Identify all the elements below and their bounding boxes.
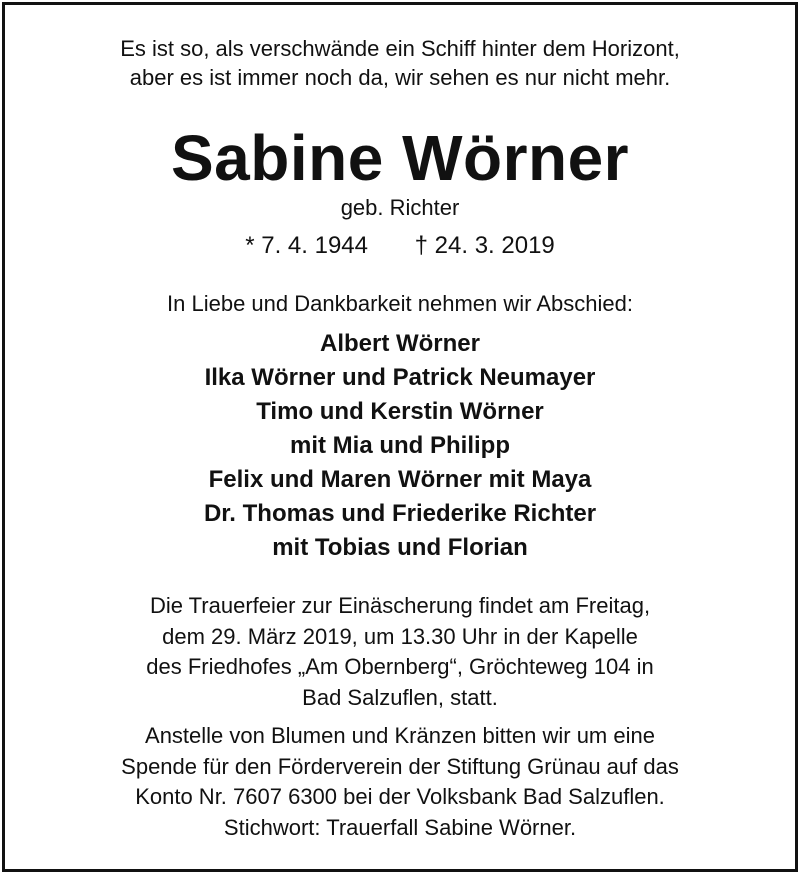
donation-request (0, 721, 800, 843)
mourners-list (0, 327, 800, 565)
mourner-line: Albert Wörner (319, 330, 480, 357)
funeral-line: des Friedhofes „Am Obernberg“, Gröchteweg 104 in (146, 654, 654, 679)
mourner-line: Timo und Kerstin Wörner (256, 398, 544, 425)
funeral-line: Bad Salzuflen, statt. (302, 684, 498, 710)
donation-line: Spende für den Förderverein der Stiftung Grünau auf das (121, 753, 679, 779)
mourner-line: mit Mia und Philipp (290, 432, 510, 459)
birth-date: * 7. 4. 1944 (245, 232, 368, 259)
funeral-line: Die Trauerfeier zur Einäscherung findet am Freitag, (149, 593, 651, 618)
mourner-line: Ilka Wörner und Patrick Neumayer (204, 364, 596, 391)
donation-line: Stichwort: Trauerfall Sabine Wörner. (223, 814, 577, 840)
mourner-line: Felix und Maren Wörner mit Maya (208, 466, 592, 493)
life-dates (0, 230, 800, 262)
donation-line: Konto Nr. 7607 6300 bei der Volksbank Bad Salzuflen. (135, 784, 665, 809)
funeral-details (0, 591, 800, 713)
deceased-name: Sabine Wörner (170, 122, 630, 194)
donation-line: Anstelle von Blumen und Kränzen bitten wir um eine (145, 723, 655, 748)
memorial-quote (0, 34, 800, 92)
mourner-line: Dr. Thomas und Friederike Richter (203, 500, 597, 527)
funeral-line: dem 29. März 2019, um 13.30 Uhr in der Kapelle (162, 623, 638, 649)
mourner-line: mit Tobias und Florian (272, 534, 528, 561)
death-date: † 24. 3. 2019 (414, 232, 555, 259)
quote-line: Es ist so, als verschwände ein Schiff hinter dem Horizont, (120, 36, 680, 61)
maiden-name: geb. Richter (340, 195, 460, 220)
farewell-text: In Liebe und Dankbarkeit nehmen wir Abschied: (167, 291, 633, 316)
quote-line: aber es ist immer noch da, wir sehen es nur nicht mehr. (129, 65, 671, 90)
